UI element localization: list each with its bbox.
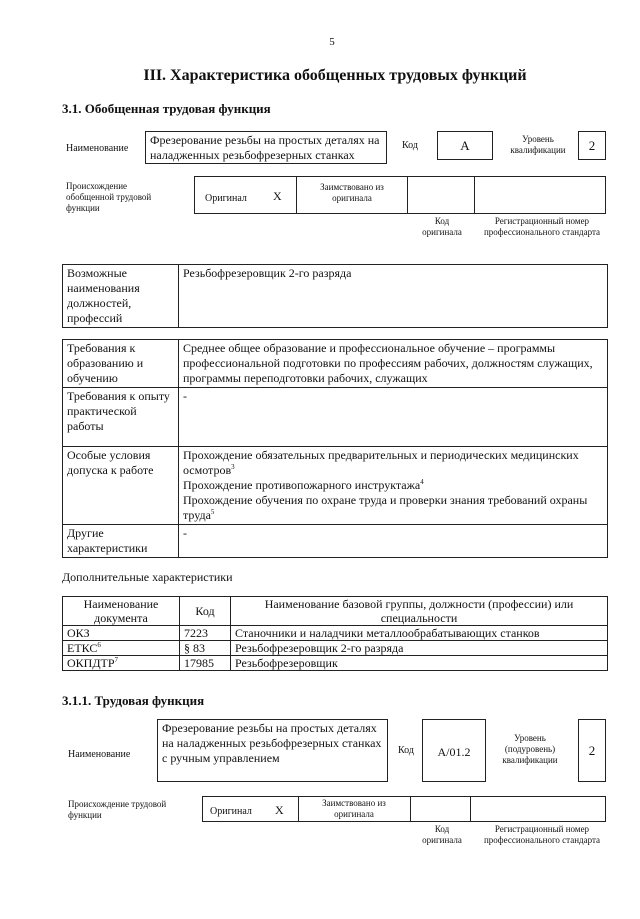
table-row (63, 656, 608, 671)
gtf-origin-code-caption: Код оригинала (422, 216, 462, 237)
gtf-level-label: Уровень квалификации (510, 134, 566, 155)
admission-cell (179, 447, 608, 525)
experience-value: - (179, 388, 608, 447)
gtf-level-value: 2 (588, 138, 596, 153)
tf-heading: 3.1.1. Трудовая функция (62, 693, 205, 708)
row-doc: ОКЗ (63, 626, 180, 641)
tf-origin-label: Происхождение трудовой функции (68, 799, 167, 820)
gtf-level-box (578, 131, 606, 160)
tf-original-label: Оригинал (210, 806, 252, 817)
other-value: - (179, 525, 608, 558)
positions-value: Резьбофрезеровщик 2-го разряда (179, 265, 608, 328)
row-code: 7223 (180, 626, 231, 641)
row-name: Резьбофрезеровщик (231, 656, 608, 671)
table-row (63, 388, 608, 447)
gtf-origin-label: Происхождение обобщенной трудовой функции (66, 181, 152, 213)
requirements-table (62, 339, 608, 558)
tf-code-value: A/01.2 (437, 745, 471, 759)
gtf-original-label: Оригинал (205, 193, 247, 204)
tf-level-box (578, 719, 606, 782)
admission-label: Особые условия допуска к работе (63, 447, 179, 525)
page-number: 5 (329, 36, 335, 48)
tf-name-label: Наименование (68, 749, 131, 760)
table-row (63, 626, 608, 641)
row-name: Станочники и наладчики металлообрабатывающих станков (231, 626, 608, 641)
tf-reg-number-caption: Регистрационный номер профессионального стандарта (483, 824, 601, 845)
admission-item: Прохождение обязательных предварительных и периодических медицинских осмотров$^3$ (183, 448, 579, 477)
gtf-name-box (145, 131, 387, 164)
additional-table (62, 596, 608, 671)
table-row (63, 340, 608, 388)
table-row (63, 525, 608, 558)
other-label: Другие характеристики (63, 525, 179, 558)
divider (410, 796, 411, 822)
divider (474, 176, 475, 214)
gtf-name-value: Фрезерование резьбы на простых деталях на наладженных резьбофрезерных станках (150, 133, 380, 162)
divider (296, 176, 297, 214)
education-value: Среднее общее образование и профессиональное обучение – программы профессиональной подготовки по профессиям рабочих, должностям служащих, программы переподготовки рабочих, служащих (179, 340, 608, 388)
section-title: III. Характеристика обобщенных трудовых функций (143, 67, 527, 84)
education-label: Требования к образованию и обучению (63, 340, 179, 388)
admission-item: Прохождение обучения по охране труда и проверки знания требований охраны труда$^5$ (183, 493, 588, 522)
divider (407, 176, 408, 214)
row-name: Резьбофрезеровщик 2-го разряда (231, 641, 608, 656)
tf-original-mark: X (275, 803, 284, 817)
tf-code-label: Код (398, 745, 414, 756)
tf-level-label: Уровень (подуровень) квалификации (502, 733, 558, 765)
gtf-borrowed-label: Заимствовано из оригинала (320, 182, 384, 203)
table-row (63, 641, 608, 656)
tf-level-value: 2 (588, 743, 596, 758)
positions-table (62, 264, 608, 328)
tf-code-box (422, 719, 486, 782)
tf-name-value: Фрезерование резьбы на простых деталях на наладженных резьбофрезерных станках с ручным управлением (162, 721, 382, 765)
divider (298, 796, 299, 822)
admission-item: Прохождение противопожарного инструктажа$^4$ (183, 478, 424, 492)
table-row (63, 447, 608, 525)
positions-label: Возможные наименования должностей, профессий (63, 265, 179, 328)
row-doc: ОКПДТР$^7$ (63, 656, 180, 671)
row-code: § 83 (180, 641, 231, 656)
row-doc: ЕТКС$^6$ (63, 641, 180, 656)
gtf-reg-number-caption: Регистрационный номер профессионального стандарта (483, 216, 601, 237)
gtf-code-label: Код (402, 140, 418, 151)
gtf-code-box (437, 131, 493, 160)
divider (470, 796, 471, 822)
col-code-header: Код (180, 597, 231, 626)
tf-borrowed-label: Заимствовано из оригинала (322, 798, 386, 819)
tf-origin-code-caption: Код оригинала (422, 824, 462, 845)
gtf-code-value: A (460, 138, 470, 153)
additional-heading: Дополнительные характеристики (62, 570, 233, 584)
gtf-heading: 3.1. Обобщенная трудовая функция (62, 101, 271, 116)
experience-label: Требования к опыту практической работы (63, 388, 179, 447)
gtf-original-mark: X (273, 189, 282, 203)
row-code: 17985 (180, 656, 231, 671)
table-header-row (63, 597, 608, 626)
gtf-name-label: Наименование (66, 143, 129, 154)
tf-name-box (157, 719, 388, 782)
col-doc-header: Наименование документа (63, 597, 180, 626)
col-name-header: Наименование базовой группы, должности (профессии) или специальности (231, 597, 608, 626)
